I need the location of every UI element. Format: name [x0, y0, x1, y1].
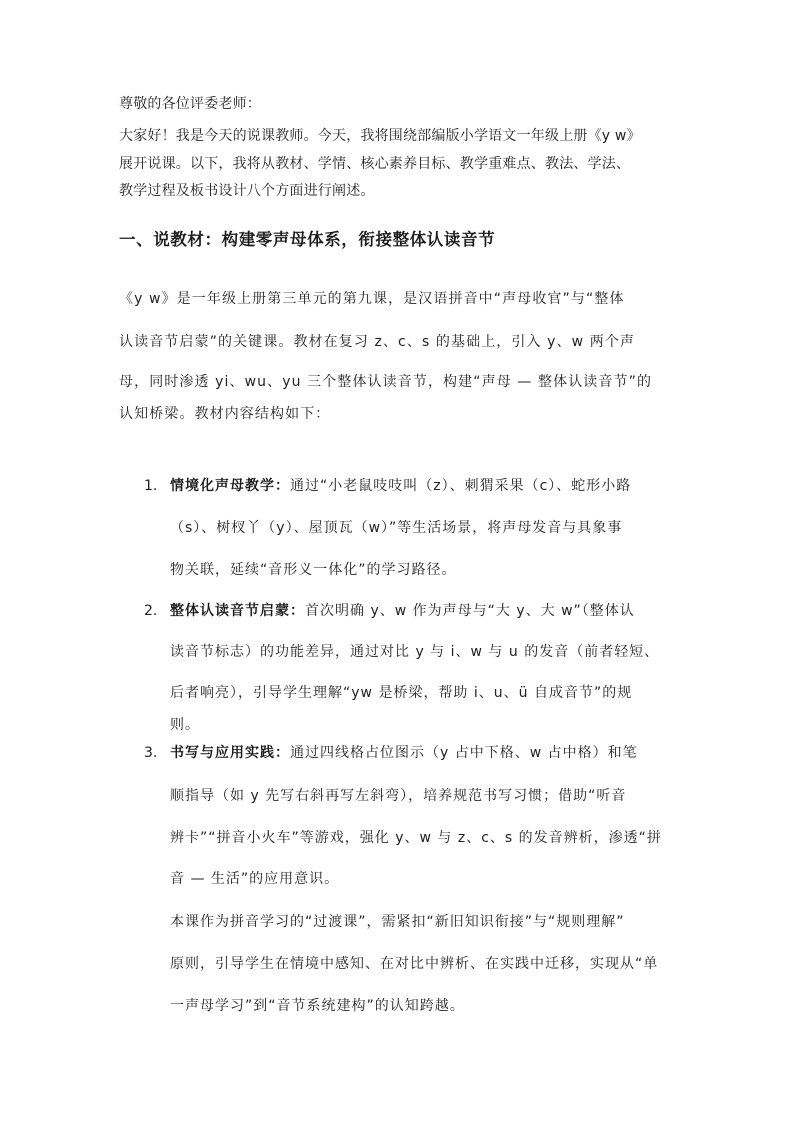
list-item-title: 整体认读音节启蒙：	[170, 603, 305, 619]
list-item-title: 情境化声母教学：	[170, 478, 290, 494]
list-item-first-line	[170, 744, 638, 762]
intro-line: 教学过程及板书设计八个方面进行阐述。	[119, 183, 375, 199]
list-item-text: 后者响亮），引导学生理解“yw 是桥梁，帮助 i、u、ü 自成音节”的规	[170, 685, 633, 701]
intro-line: 大家好！我是今天的说课教师。今天，我将围绕部编版小学语文一年级上册《y w》	[119, 128, 641, 144]
greeting-line: 尊敬的各位评委老师：	[119, 96, 261, 112]
list-item-text: 读音节标志）的功能差异，通过对比 y 与 i、w 与 u 的发音（前者轻短、	[170, 644, 660, 660]
list-item-title: 书写与应用实践：	[170, 745, 290, 761]
list-item-text: 物关联，延续“音形义一体化”的学习路径。	[170, 562, 457, 578]
list-item-number: 1.	[144, 478, 158, 494]
list-item-text: 则。	[170, 717, 200, 733]
paragraph-line: 认读音节启蒙”的关键课。教材在复习 z、c、s 的基础上，引入 y、w 两个声	[119, 334, 636, 350]
list-item-first-line	[170, 602, 635, 620]
list-item-first-line	[170, 477, 631, 495]
list-item-number: 3.	[144, 745, 158, 761]
list-item-text: 通过“小老鼠吱吱叫（z）、刺猬采果（c）、蛇形小路	[290, 478, 632, 494]
paragraph-line: 《y w》是一年级上册第三单元的第九课，是汉语拼音中“声母收官”与“整体	[119, 291, 625, 307]
list-item-text: 首次明确 y、w 作为声母与“大 y、大 w”（整体认	[305, 603, 635, 619]
closing-line: 本课作为拼音学习的“过渡课”，需紧扣“新旧知识衔接”与“规则理解”	[170, 914, 625, 930]
list-item-text: 通过四线格占位图示（y 占中下格、w 占中格）和笔	[290, 745, 638, 761]
paragraph-line: 母，同时渗透 yi、wu、yu 三个整体认读音节，构建“声母 — 整体认读音节”的	[119, 374, 653, 390]
closing-line: 一声母学习”到“音节系统建构”的认知跨越。	[170, 998, 465, 1014]
section-heading: 一、说教材：构建零声母体系，衔接整体认读音节	[119, 230, 496, 249]
paragraph-line: 认知桥梁。教材内容结构如下：	[119, 406, 331, 422]
list-item-text: 顺指导（如 y 先写右斜再写左斜弯），培养规范书写习惯；借助“听音	[170, 788, 627, 804]
closing-line: 原则，引导学生在情境中感知、在对比中辨析、在实践中迁移，实现从“单	[170, 956, 659, 972]
list-item-text: 音 — 生活”的应用意识。	[170, 871, 340, 887]
list-item-number: 2.	[144, 603, 158, 619]
list-item-text: （s）、树杈丫（y）、屋顶瓦（w）”等生活场景，将声母发音与具象事	[170, 520, 623, 536]
intro-line: 展开说课。以下，我将从教材、学情、核心素养目标、教学重难点、教法、学法、	[119, 156, 631, 172]
list-item-text: 辨卡”“拼音小火车”等游戏，强化 y、w 与 z、c、s 的发音辨析，渗透“拼	[170, 830, 662, 846]
